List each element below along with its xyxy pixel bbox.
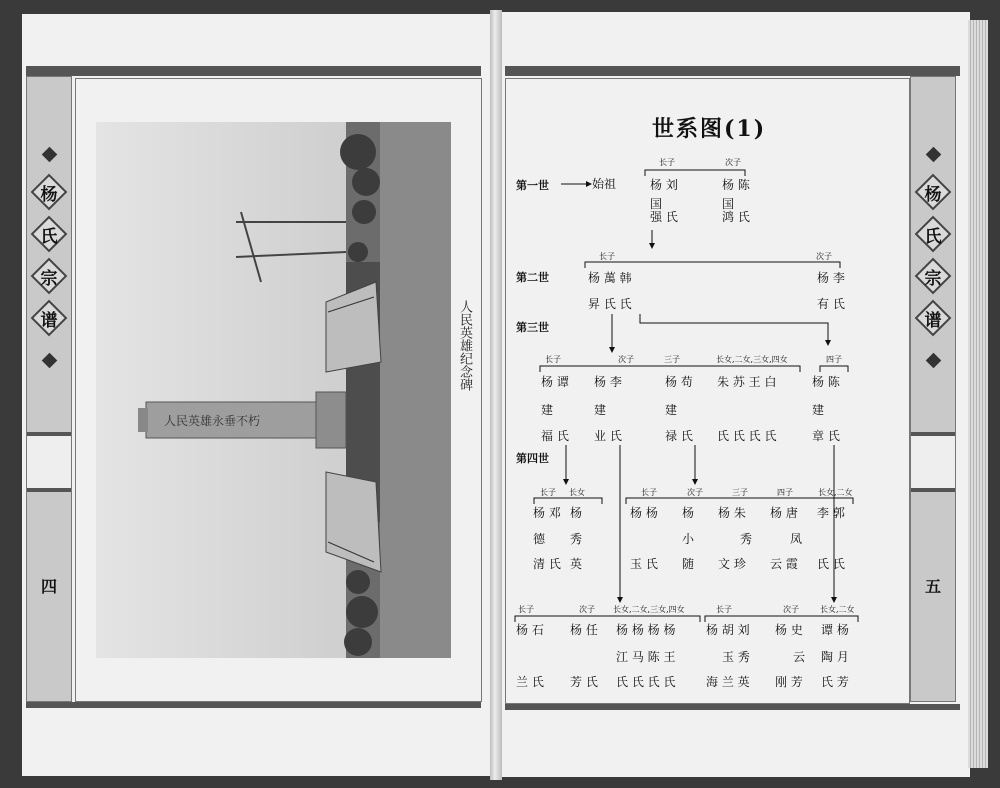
role-label: 长子	[540, 488, 556, 497]
person-name: 谭 杨	[821, 623, 849, 637]
role-label: 长女,二女,三女,四女	[716, 355, 788, 364]
role-label: 长女,二女	[818, 488, 853, 497]
person-name: 云	[793, 650, 806, 664]
person-name: 李 郭	[817, 506, 845, 520]
role-label: 长子	[716, 605, 732, 614]
person-name: 海 兰 英	[706, 675, 750, 689]
ancestor-label: 始祖	[592, 177, 617, 191]
title-char-1: 杨	[31, 174, 68, 211]
role-label: 长子	[518, 605, 534, 614]
generation-label-2: 第二世	[516, 271, 549, 284]
person-name: 秀	[570, 532, 583, 546]
person-name: 凤	[790, 532, 803, 546]
person-name: 杨 任	[570, 623, 598, 637]
monument-inscription: 人民英雄永垂不朽	[164, 414, 261, 428]
person-name: 清 氏	[533, 557, 561, 571]
role-label: 次子	[816, 252, 832, 261]
chart-title: 世系图(1)	[652, 116, 767, 142]
person-name: 建	[812, 403, 825, 417]
role-label: 四子	[777, 488, 793, 497]
role-label: 长子	[545, 355, 561, 364]
title-char-2: 氏	[915, 216, 952, 253]
person-name: 鸿 氏	[722, 210, 750, 224]
person-name: 杨 谭	[541, 375, 569, 389]
person-name: 章 氏	[812, 429, 840, 443]
person-name: 杨 唐	[770, 506, 798, 520]
person-name: 杨 邓	[533, 506, 561, 520]
person-name: 氏 氏 氏 氏	[717, 429, 777, 443]
person-name: 杨 李	[594, 375, 622, 389]
person-name: 氏 芳	[821, 675, 849, 689]
person-name: 杨 朱	[718, 506, 746, 520]
person-name: 德	[533, 532, 546, 546]
person-name: 英	[570, 557, 583, 571]
person-name: 杨 胡 刘	[706, 623, 750, 637]
role-label: 三子	[664, 355, 680, 364]
role-label: 长女,二女,三女,四女	[613, 605, 685, 614]
person-name: 云 霞	[770, 557, 798, 571]
person-name: 有 氏	[817, 297, 845, 311]
title-char-3: 宗	[915, 258, 952, 295]
photo-caption: 人民英雄纪念碑	[457, 300, 472, 391]
role-label: 长子	[659, 158, 675, 167]
person-name: 业 氏	[594, 429, 622, 443]
person-name: 杨 刘	[650, 178, 678, 192]
person-name: 杨 陈	[722, 178, 750, 192]
title-char-3: 宗	[31, 258, 68, 295]
role-label: 三子	[732, 488, 748, 497]
person-name: 杨 陈	[812, 375, 840, 389]
person-name: 刚 芳	[775, 675, 803, 689]
role-label: 次子	[687, 488, 703, 497]
person-name: 国	[650, 197, 663, 211]
person-name: 杨 李	[817, 271, 845, 285]
person-name: 禄 氏	[665, 429, 693, 443]
person-name: 江 马 陈 王	[616, 650, 676, 664]
person-name: 杨 石	[516, 623, 544, 637]
person-name: 秀	[740, 532, 753, 546]
title-char-2: 氏	[31, 216, 68, 253]
page-number-left: 四	[41, 577, 58, 596]
person-name: 福 氏	[541, 429, 569, 443]
person-name: 杨 萬 韩	[588, 271, 632, 285]
person-name: 氏 氏 氏 氏	[616, 675, 676, 689]
person-name: 文 珍	[718, 557, 746, 571]
person-name: 杨 史	[775, 623, 803, 637]
person-name: 强 氏	[650, 210, 678, 224]
person-name: 杨 杨 杨 杨	[616, 623, 676, 637]
generation-label-3: 第三世	[516, 321, 549, 334]
role-label: 长子	[641, 488, 657, 497]
person-name: 玉 氏	[630, 557, 658, 571]
role-label: 长女,二女	[820, 605, 855, 614]
person-name: 杨	[570, 506, 583, 520]
person-name: 芳 氏	[570, 675, 598, 689]
title-char-4: 谱	[31, 300, 68, 337]
title-char-4: 谱	[915, 300, 952, 337]
person-name: 陶 月	[821, 650, 849, 664]
person-name: 建	[594, 403, 607, 417]
role-label: 次子	[579, 605, 595, 614]
role-label: 次子	[618, 355, 634, 364]
person-name: 氏 氏	[817, 557, 845, 571]
role-label: 长子	[599, 252, 615, 261]
person-name: 建	[541, 403, 554, 417]
page-number-right: 五	[925, 577, 942, 596]
person-name: 小	[682, 532, 695, 546]
person-name: 兰 氏	[516, 675, 544, 689]
role-label: 长女	[569, 488, 585, 497]
person-name: 昇 氏 氏	[588, 297, 632, 311]
person-name: 杨	[682, 506, 695, 520]
person-name: 国	[722, 197, 735, 211]
person-name: 建	[665, 403, 678, 417]
role-label: 次子	[725, 158, 741, 167]
person-name: 杨 苟	[665, 375, 693, 389]
title-char-1: 杨	[915, 174, 952, 211]
role-label: 次子	[783, 605, 799, 614]
role-label: 四子	[826, 355, 842, 364]
generation-label-4: 第四世	[516, 452, 549, 465]
person-name: 玉 秀	[722, 650, 750, 664]
generation-label-1: 第一世	[516, 179, 549, 192]
person-name: 杨 杨	[630, 506, 658, 520]
person-name: 朱 苏 王 白	[717, 375, 777, 389]
person-name: 随	[682, 557, 695, 571]
